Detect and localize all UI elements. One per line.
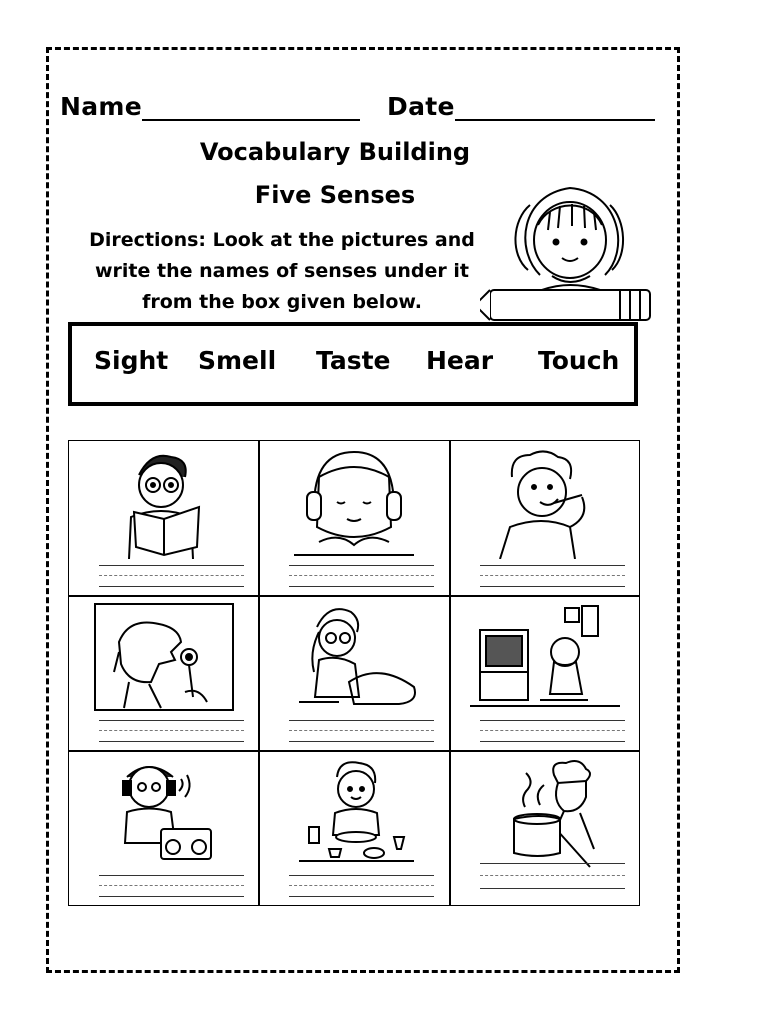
answer-guide-line	[480, 875, 625, 876]
answer-line[interactable]	[99, 875, 244, 876]
boy-reading-book-icon	[89, 447, 239, 559]
answer-line[interactable]	[99, 720, 244, 721]
answer-guide-line	[99, 885, 244, 886]
grid-cell	[69, 596, 259, 751]
grid-cell	[259, 751, 449, 906]
grid-cell	[450, 596, 640, 751]
answer-guide-line	[480, 575, 625, 576]
answer-line[interactable]	[99, 741, 244, 742]
directions-line-1: Directions: Look at the pictures and	[89, 229, 475, 251]
answer-line[interactable]	[289, 720, 434, 721]
answer-line[interactable]	[480, 741, 625, 742]
grid-cell	[259, 596, 449, 751]
date-label: Date	[387, 92, 455, 121]
answer-line[interactable]	[289, 741, 434, 742]
worksheet-subtitle: Five Senses	[254, 181, 416, 209]
boy-brushing-teeth-icon	[470, 447, 620, 559]
word-smell: Smell	[198, 346, 277, 375]
answer-line[interactable]	[289, 896, 434, 897]
boy-watching-tv-icon	[470, 602, 620, 714]
word-touch: Touch	[538, 346, 620, 375]
word-hear: Hear	[426, 346, 494, 375]
answer-line[interactable]	[289, 586, 434, 587]
answer-guide-line	[99, 575, 244, 576]
name-date-row	[60, 92, 660, 121]
directions-line-3: from the box given below.	[142, 291, 422, 313]
date-write-line[interactable]	[455, 97, 655, 121]
girl-with-pencil-icon	[480, 180, 660, 330]
grid-cell	[69, 751, 259, 906]
word-taste: Taste	[316, 346, 391, 375]
answer-line[interactable]	[480, 863, 625, 864]
boy-eating-food-icon	[279, 757, 429, 869]
answer-line[interactable]	[99, 896, 244, 897]
grid-cell	[69, 441, 259, 596]
answer-line[interactable]	[99, 586, 244, 587]
answer-guide-line	[99, 730, 244, 731]
grid-cell	[450, 441, 640, 596]
boy-listening-radio-icon	[89, 757, 239, 869]
answer-line[interactable]	[99, 565, 244, 566]
grid-cell	[259, 441, 449, 596]
worksheet-title: Vocabulary Building	[199, 138, 471, 166]
name-write-line[interactable]	[142, 97, 360, 121]
word-bank-box	[68, 322, 638, 406]
answer-line[interactable]	[480, 586, 625, 587]
directions-text	[78, 225, 486, 318]
answer-line[interactable]	[480, 565, 625, 566]
name-label: Name	[60, 92, 142, 121]
girl-playing-with-slime-icon	[279, 602, 429, 714]
answer-line[interactable]	[289, 565, 434, 566]
answer-line[interactable]	[480, 888, 625, 889]
answer-guide-line	[289, 575, 434, 576]
answer-guide-line	[289, 885, 434, 886]
picture-grid	[68, 440, 640, 906]
answer-line[interactable]	[289, 875, 434, 876]
word-sight: Sight	[94, 346, 169, 375]
directions-line-2: write the names of senses under it	[95, 260, 469, 282]
answer-guide-line	[289, 730, 434, 731]
man-smelling-flower-icon	[89, 602, 239, 714]
chef-smelling-pot-icon	[470, 757, 620, 869]
answer-guide-line	[480, 730, 625, 731]
answer-line[interactable]	[480, 720, 625, 721]
girl-with-headphones-icon	[279, 447, 429, 559]
grid-cell	[450, 751, 640, 906]
